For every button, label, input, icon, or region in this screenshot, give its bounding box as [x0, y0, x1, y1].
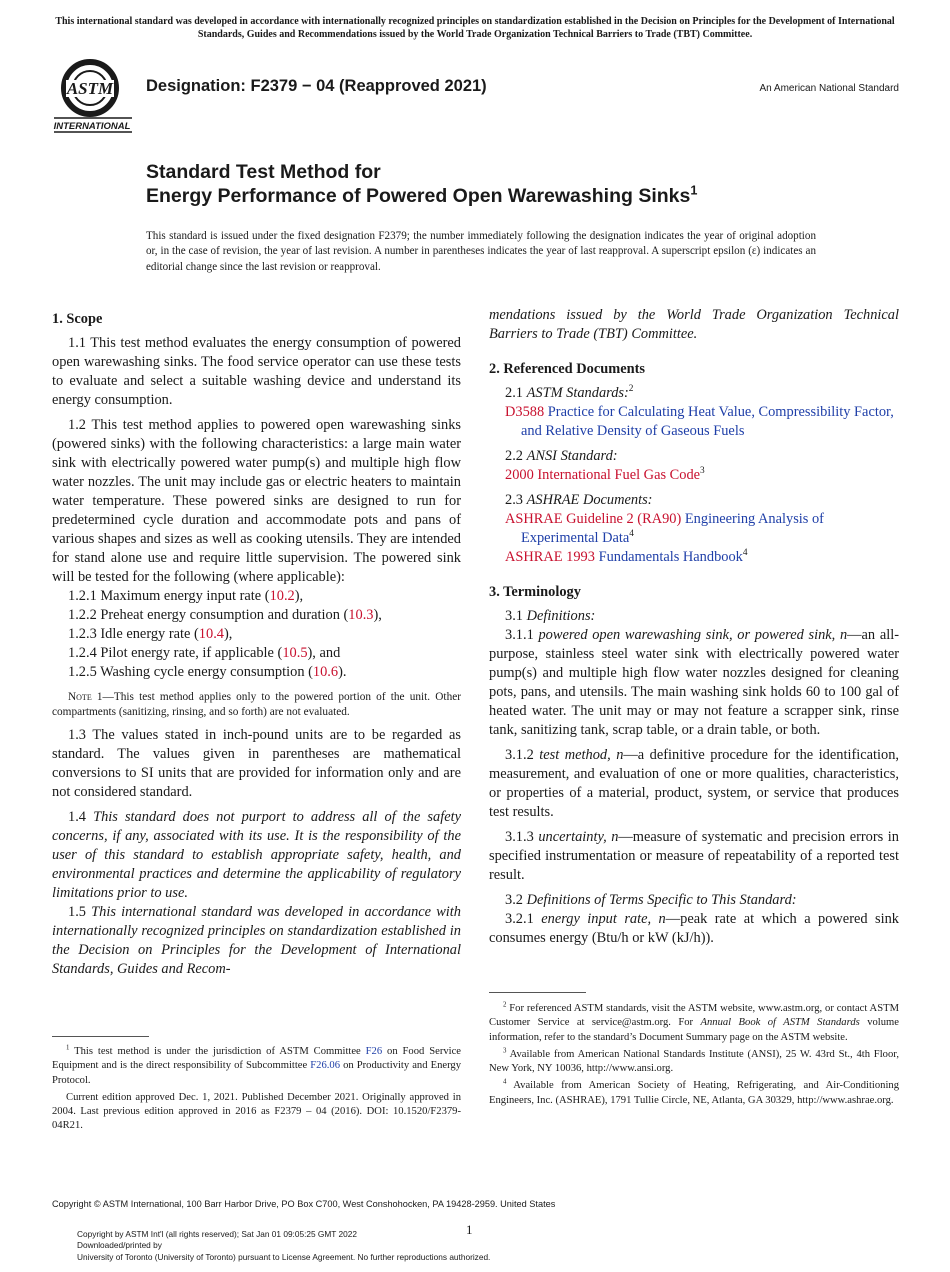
top-notice: This international standard was developed in accordance with internationally recognized principles on standardization established in the Decision on Principles for the Development of International Standards, Guides and Recommendations issued by the World Trade Organization Technical Barriers to Trade (TBT) Committee. [55, 16, 895, 40]
footnote-link-f26[interactable]: F26 [365, 1046, 383, 1057]
list-item-1-2-4: 1.2.4 Pilot energy rate, if applicable (10.5), and [68, 645, 341, 661]
para-1-2: 1.2 This test method applies to powered open warewashing sinks (powered sinks) with the following characteristics: a large main water sink with electrically powered water pump(s) and multiple high flow water nozzles. The unit may include gas or electric heaters to maintain water temperature. These powered sinks are designed to run for predetermined cycle duration and accommodate pots and pans of various shapes and sizes as well as cooking utensils. They are intended for stand alone use and require little supervision. The powered sink will be tested for the following (where applicable): [52, 417, 461, 585]
title-line-1: Standard Test Method for [146, 161, 381, 183]
copyright-line: Copyright © ASTM International, 100 Barr Harbor Drive, PO Box C700, West Conshohocken, PA 19428-2959. United States [52, 1199, 556, 1209]
ref-ansi: 2000 International Fuel Gas Code$^3$ [505, 466, 705, 483]
page-title [146, 160, 697, 208]
designation: Designation: F2379 − 04 (Reapproved 2021) [146, 77, 487, 95]
title-line-2-text: Energy Performance of Powered Open Warewashing Sinks [146, 185, 691, 207]
para-1-3: 1.3 The values stated in inch-pound units are to be regarded as standard. The values given in parentheses are mathematical conversions to SI units that are provided for information only and are not considered standard. [52, 727, 461, 800]
american-national-standard: An American National Standard [759, 83, 899, 94]
section-referenced-heading: 2. Referenced Documents [489, 361, 645, 377]
ref-link-10-4[interactable]: 10.4 [198, 626, 224, 642]
list-item-1-2-2: 1.2.2 Preheat energy consumption and duration (10.3), [68, 607, 382, 623]
footnote-2: $^2$ For referenced ASTM standards, visit the ASTM website, www.astm.org, or contact ASTM Customer Service at service@astm.org. For Annual Book of ASTM Standards volume information, refer to the standard’s Document Summary page on the ASTM website. [489, 1001, 899, 1043]
right-column [489, 306, 899, 948]
astm-logo [52, 58, 134, 134]
para-2-3: 2.3 ASHRAE Documents: [505, 492, 653, 508]
note-1-label: Note 1 [68, 691, 103, 703]
list-item-1-2-5: 1.2.5 Washing cycle energy consumption (10.6). [68, 664, 347, 680]
footnote-1: $^1$ This test method is under the jurisdiction of ASTM Committee F26 on Food Service Equipment and is the direct responsibility of Subcommittee F26.06 on Productivity and Energy Protocol. [52, 1044, 461, 1086]
ref-link-10-5[interactable]: 10.5 [282, 645, 308, 661]
para-1-1: 1.1 This test method evaluates the energy consumption of powered open warewashing sinks. The food service operator can use these tests to evaluate and select a suitable washing device and understand its energy consumption. [52, 335, 461, 408]
ref-link-10-2[interactable]: 10.2 [269, 588, 295, 604]
footnotes-left [52, 1045, 461, 1134]
ref-ashrae-handbook-code[interactable]: ASHRAE 1993 [505, 549, 595, 565]
ref-link-10-6[interactable]: 10.6 [312, 664, 339, 680]
ref-ashrae-guideline-code[interactable]: ASHRAE Guideline 2 (RA90) [505, 511, 682, 527]
astm-logo-letters: ASTM [66, 79, 114, 98]
def-3-1-2: 3.1.2 test method, n—a definitive procedure for the identification, measurement, and evaluation of one or more qualities, characteristics, or properties of a material, product, system, or service that produces test results. [489, 747, 899, 820]
ref-d3588-code[interactable]: D3588 [505, 404, 545, 420]
footnote-link-f26-06[interactable]: F26.06 [310, 1060, 340, 1072]
footnote-4: $^4$ Available from American Society of Heating, Refrigerating, and Air-Conditioning Engineers, Inc. (ASHRAE), 1791 Tullie Circle, NE, Atlanta, GA 30329, http://www.ashrae.org. [489, 1078, 899, 1106]
list-item-1-2-1: 1.2.1 Maximum energy input rate (10.2), [68, 588, 304, 604]
section-terminology-heading: 3. Terminology [489, 584, 581, 600]
astm-logo-text: INTERNATIONAL [53, 121, 131, 132]
ref-ansi-link[interactable]: 2000 International Fuel Gas Code [505, 467, 701, 483]
title-line-2 [146, 184, 697, 208]
note-1-text: —This test method applies only to the powered portion of the unit. Other compartments (sanitizing, rinsing, and so forth) are not evaluated. [52, 691, 462, 718]
def-3-1-3: 3.1.3 uncertainty, n—measure of systematic and precision errors in specified instrumentation or measure of repeatability of a reported test result. [489, 829, 899, 883]
para-1-4: 1.4 This standard does not purport to address all of the safety concerns, if any, associated with its use. It is the responsibility of the user of this standard to establish appropriate safety, health, and environmental practices and determine the applicability of regulatory limitations prior to use. [52, 809, 461, 901]
footnotes-right [489, 1002, 899, 1108]
note-1 [52, 690, 461, 720]
def-3-2-1: 3.2.1 energy input rate, n—peak rate at which a powered sink consumes energy (Btu/h or kW (kJ/h)). [489, 911, 900, 946]
def-3-1-1: 3.1.1 powered open warewashing sink, or powered sink, n—an all-purpose, stainless steel water sink with electrically powered water pump(s) and multiple high flow water nozzles designed for cleaning pots, pans, and utensils. The main washing sink holds 60 to 100 gal of heated water. The unit may or may not feature a scrapper sink, rinse tank, sanitizing tank, scrap table, or a drain table, or both. [489, 627, 900, 738]
ref-ashrae-handbook-title[interactable]: Fundamentals Handbook [598, 549, 743, 565]
list-item-1-2-3: 1.2.3 Idle energy rate (10.4), [68, 626, 233, 642]
ref-link-10-3[interactable]: 10.3 [348, 607, 374, 623]
ref-ashrae-guideline: ASHRAE Guideline 2 (RA90) Engineering Analysis of Experimental Data$^4$ [505, 511, 824, 546]
download-notice [77, 1229, 490, 1263]
para-3-2: 3.2 Definitions of Terms Specific to This Standard: [505, 892, 797, 908]
footnote-divider-right [489, 992, 586, 993]
page-number: 1 [466, 1222, 473, 1237]
para-3-1: 3.1 Definitions: [505, 608, 596, 624]
ref-d3588 [489, 403, 899, 441]
download-line-1: Copyright by ASTM Int'l (all rights reserved); Sat Jan 01 09:05:25 GMT 2022 [77, 1229, 357, 1239]
para-2-1: 2.1 ASTM Standards:$^2$ [505, 384, 634, 401]
footnote-3: $^3$ Available from American National Standards Institute (ANSI), 25 W. 43rd St., 4th Floor, New York, NY 10036, http://www.ansi.org. [489, 1047, 899, 1075]
para-2-2: 2.2 ANSI Standard: [505, 448, 618, 464]
footnote-divider-left [52, 1036, 149, 1037]
title-footnote-mark: 1 [690, 183, 698, 198]
para-1-5: 1.5 This international standard was developed in accordance with internationally recognized principles on standardization established in the Decision on Principles for the Development of International Standards, Guides and Recom- [52, 904, 461, 977]
section-scope-heading: 1. Scope [52, 311, 103, 327]
ref-ashrae-guideline-title[interactable]: Engineering Analysis of Experimental Data [521, 511, 824, 546]
left-column [52, 306, 461, 979]
ref-ashrae-handbook: ASHRAE 1993 Fundamentals Handbook$^4$ [505, 548, 748, 565]
ref-d3588-title[interactable]: Practice for Calculating Heat Value, Compressibility Factor, and Relative Density of Gaseous Fuels [521, 404, 894, 439]
footnote-edition: Current edition approved Dec. 1, 2021. Published December 2021. Originally approved in 2004. Last previous edition approved in 2016 as F2379 – 04 (2016). DOI: 10.1520/F2379-04R21. [52, 1091, 461, 1132]
download-line-3: University of Toronto (University of Toronto) pursuant to License Agreement. No further reproductions authorized. [77, 1251, 491, 1262]
download-line-2: Downloaded/printed by [77, 1240, 162, 1251]
para-1-5-continued: mendations issued by the World Trade Organization Technical Barriers to Trade (TBT) Committee. [489, 307, 899, 342]
preface: This standard is issued under the fixed designation F2379; the number immediately following the designation indicates the year of original adoption or, in the case of revision, the year of last revision. A number in parentheses indicates the year of last reapproval. A superscript epsilon (ε) indicates an editorial change since the last revision or reapproval. [146, 230, 816, 273]
